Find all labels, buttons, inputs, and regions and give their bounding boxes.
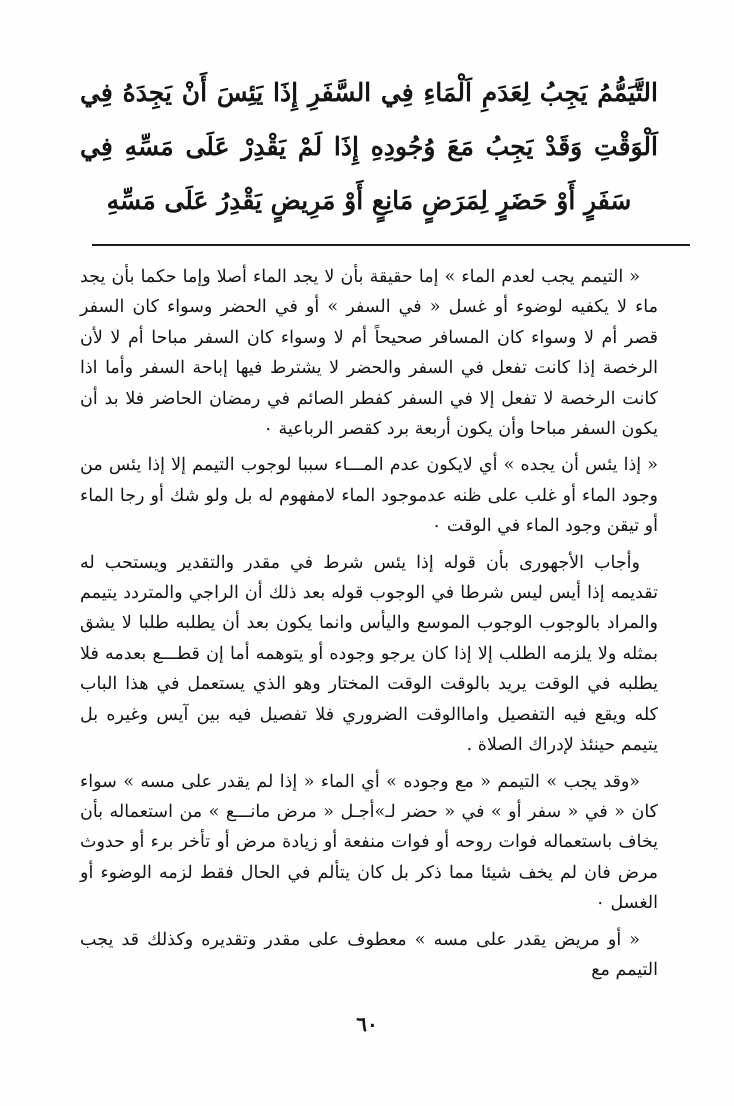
- commentary-paragraph: « أو مريض يقدر على مسه » معطوف على مقدر وتقديره وكذلك قد يجب التيمم مع: [80, 929, 658, 980]
- commentary-paragraph: «وقد يجب » التيمم « مع وجوده » أي الماء « إذا لم يقدر على مسه » سواء كان « في « سفر أو » في « حضر لـ»أجـل « مرض مانـــع » من استعماله بأن يخاف باستعماله فوات روحه أو فوات منفعة أو زيادة مرض أو تأخر برء أو حدوث مرض فان لم يخف شيئا مما ذكر بل كان يتألم في الحال فقط لزمه الوضوء أو الغسل ٠: [80, 771, 658, 914]
- separator-line: [92, 244, 690, 246]
- commentary-paragraph: « إذا يئس أن يجده » أي لايكون عدم المـــاء سببا لوجوب التيمم إلا إذا يئس من وجود الماء أو غلب على ظنه عدموجود الماء لامفهوم له بل ولو شك أو رجا الماء أو تيقن وجود الماء في الوقت ٠: [80, 455, 658, 537]
- commentary-section: [80, 262, 658, 991]
- main-text-matn: التَّيَمُّمُ يَجِبُ لِعَدَمِ اَلْمَاءِ فِي السَّفَرِ إِذَا يَئِسَ أَنْ يَجِدَهُ فِي اَلْوَقْتِ وَقَدْ يَجِبُ مَعَ وُجُودِهِ إِذَا لَمْ يَقْدِرْ عَلَى مَسِّهِ فِي سَفَرٍ أَوْ حَضَرٍ لِمَرَضٍ مَانِعٍ أَوْ مَرِيضٍ يَقْدِرُ عَلَى مَسِّهِ: [80, 78, 658, 215]
- commentary-paragraph: وأجاب الأجهورى بأن قوله إذا يئس شرط في مقدر والتقدير ويستحب له تقديمه إذا أيس ليس شرطا في الوجوب قوله بعد ذلك أن الراجي والمتردد يتيمم والمراد بالوجوب الوجوب الموسع واليأس وانما يكون بعد أن يطلبه طلبا لا يشق بمثله ولا يلزمه الطلب إلا إذا كان يرجو وجوده أو يتوهمه أما إن قطـــع بعدمه فلا يطلبه في الوقت يريد بالوقت الوقت المختار وهو الذي يستعمل في هذا الباب كله ويقع فيه التفصيل واماالوقت الضروري فلا تفصيل فيه بين آيس وغيره بل يتيمم حينئذ لإدراك الصلاة .: [80, 552, 658, 756]
- page-number: ٦٠: [356, 1012, 378, 1036]
- commentary-paragraph: « التيمم يجب لعدم الماء » إما حقيقة بأن لا يجد الماء أصلا وإما حكما بأن يجد ماء لا يكفيه لوضوء أو غسل « في السفر » أو في الحضر وسواء كان السفر قصر أم لا وسواء كان المسافر صحيحاً أم لا وسواء كان السفر مباحا أم لا لأن الرخصة إذا كانت تفعل في السفر والحضر لا يشترط فيها إباحة السفر وأما اذا كانت الرخصة لا تفعل إلا في السفر كفطر الصائم في رمضان الحاضر فلا بد أن يكون السفر مباحا وأن يكون أربعة برد كقصر الرباعية ٠: [80, 267, 658, 440]
